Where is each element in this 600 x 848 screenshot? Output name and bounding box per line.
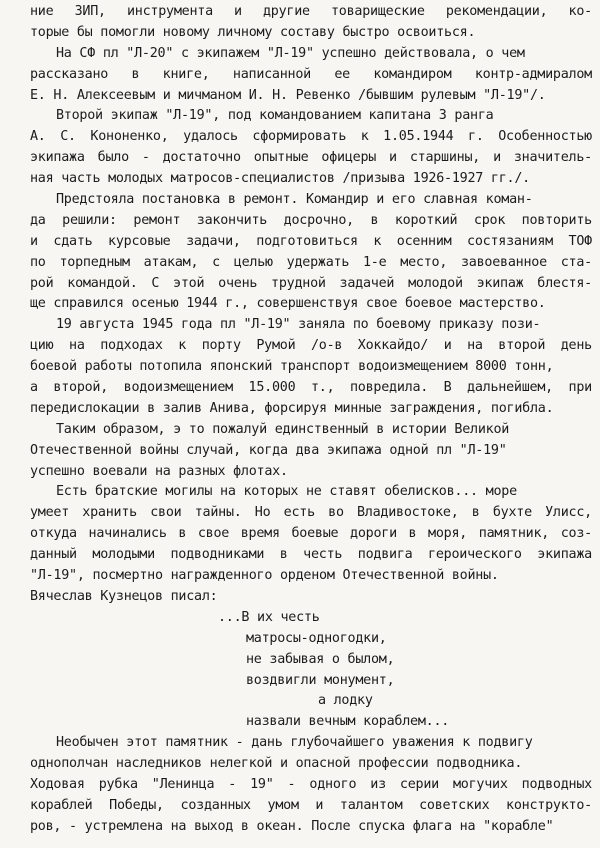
- text-line: Ходовая рубка "Ленинца - 19" - одного из серии могучих подводных: [30, 776, 592, 792]
- text-line: Е. Н. Алексеевым и мичманом И. Н. Ревенко /бывшим рулевым "Л-19"/.: [30, 87, 546, 103]
- poem-line: ...В их честь: [218, 609, 320, 625]
- text-line: успешно воевали на разных флотах.: [30, 463, 288, 479]
- poem-quote: [30, 608, 592, 733]
- text-line: экипажа было - достаточно опытные офицеры и старшины, и значитель-: [30, 150, 592, 166]
- text-line: 19 августа 1945 года пл "Л-19" заняла по боевому приказу пози-: [56, 317, 541, 333]
- text-line: торые бы помогли новому личному составу быстро освоиться.: [30, 24, 476, 40]
- text-line: Второй экипаж "Л-19", под командованием капитана 3 ранга: [56, 108, 494, 124]
- text-line: ров, - устремлена на выход в океан. После спуска флага на "корабле": [30, 818, 554, 834]
- text-line: На СФ пл "Л-20" с экипажем "Л-19" успешно действовала, о чем: [56, 45, 525, 61]
- text-line: Есть братские могилы на которых не ставят обелисков... море: [56, 484, 517, 500]
- text-line: и сдать курсовые задачи, подготовиться к осенним состязаниям ТОФ: [30, 233, 592, 249]
- poem-line: назвали вечным кораблем...: [246, 714, 450, 730]
- text-line: Вячеслав Кузнецов писал:: [30, 588, 218, 604]
- text-line: данный молодыми подводниками в честь подвига героического экипажа: [30, 547, 592, 563]
- text-line: однополчан наследников нелегкой и опасной профессии подводника.: [30, 756, 523, 772]
- text-line: Необычен этот памятник - дань глубочайшего уважения к подвигу: [56, 735, 533, 751]
- text-line: "Л-19", посмертно награжденного орденом Отечественной войны.: [30, 568, 499, 584]
- text-line: А. С. Кононенко, удалось сформировать к 1.05.1944 г. Особенностью: [30, 129, 592, 145]
- text-line: Таким образом, э то пожалуй единственный в истории Великой: [56, 421, 510, 437]
- poem-line: матросы-одногодки,: [246, 630, 387, 646]
- text-line: да решили: ремонт закончить досрочно, в короткий срок повторить: [30, 212, 592, 228]
- text-line: откуда начинались в свое время боевые дороги в моря, памятник, соз-: [30, 526, 592, 542]
- text-line: Отечественной войны случай, когда два экипажа одной пл "Л-19": [30, 442, 507, 458]
- text-line: боевой работы потопила японский транспорт водоизмещением 8000 тонн,: [30, 359, 554, 375]
- text-line: а второй, водоизмещением 15.000 т., повредила. В дальнейшем, при: [30, 380, 592, 396]
- poem-line: а лодку: [318, 693, 373, 709]
- text-line: Предстояла постановка в ремонт. Командир и его славная коман-: [56, 192, 533, 208]
- text-line: умеет хранить свои тайны. Но есть во Владивостоке, в бухте Улисс,: [30, 505, 592, 521]
- text-line: по торпедным атакам, с целью удержать 1-е место, завоеванное ста-: [30, 254, 592, 270]
- text-line: рассказано в книге, написанной ее командиром контр-адмиралом: [30, 66, 592, 82]
- text-line: передислокации в залив Анива, форсируя минные заграждения, погибла.: [30, 400, 554, 416]
- text-line: цию на подходах к порту Румой /о-в Хоккайдо/ и на второй день: [30, 338, 592, 354]
- text-line: ние ЗИП, инструмента и другие товарищеские рекомендации, ко-: [30, 4, 592, 19]
- text-line: кораблей Победы, созданных умом и талантом советских конструкто-: [30, 797, 592, 813]
- text-line: ная часть молодых матросов-специалистов /призыва 1926-1927 гг./.: [30, 171, 530, 187]
- text-line: ще справился осенью 1944 г., совершенствуя свое боевое мастерство.: [30, 296, 546, 312]
- poem-line: не забывая о былом,: [246, 651, 395, 667]
- poem-line: воздвигли монумент,: [246, 672, 395, 688]
- text-line: рой командой. С этой очень трудной задачей молодой экипаж блестя-: [30, 275, 592, 291]
